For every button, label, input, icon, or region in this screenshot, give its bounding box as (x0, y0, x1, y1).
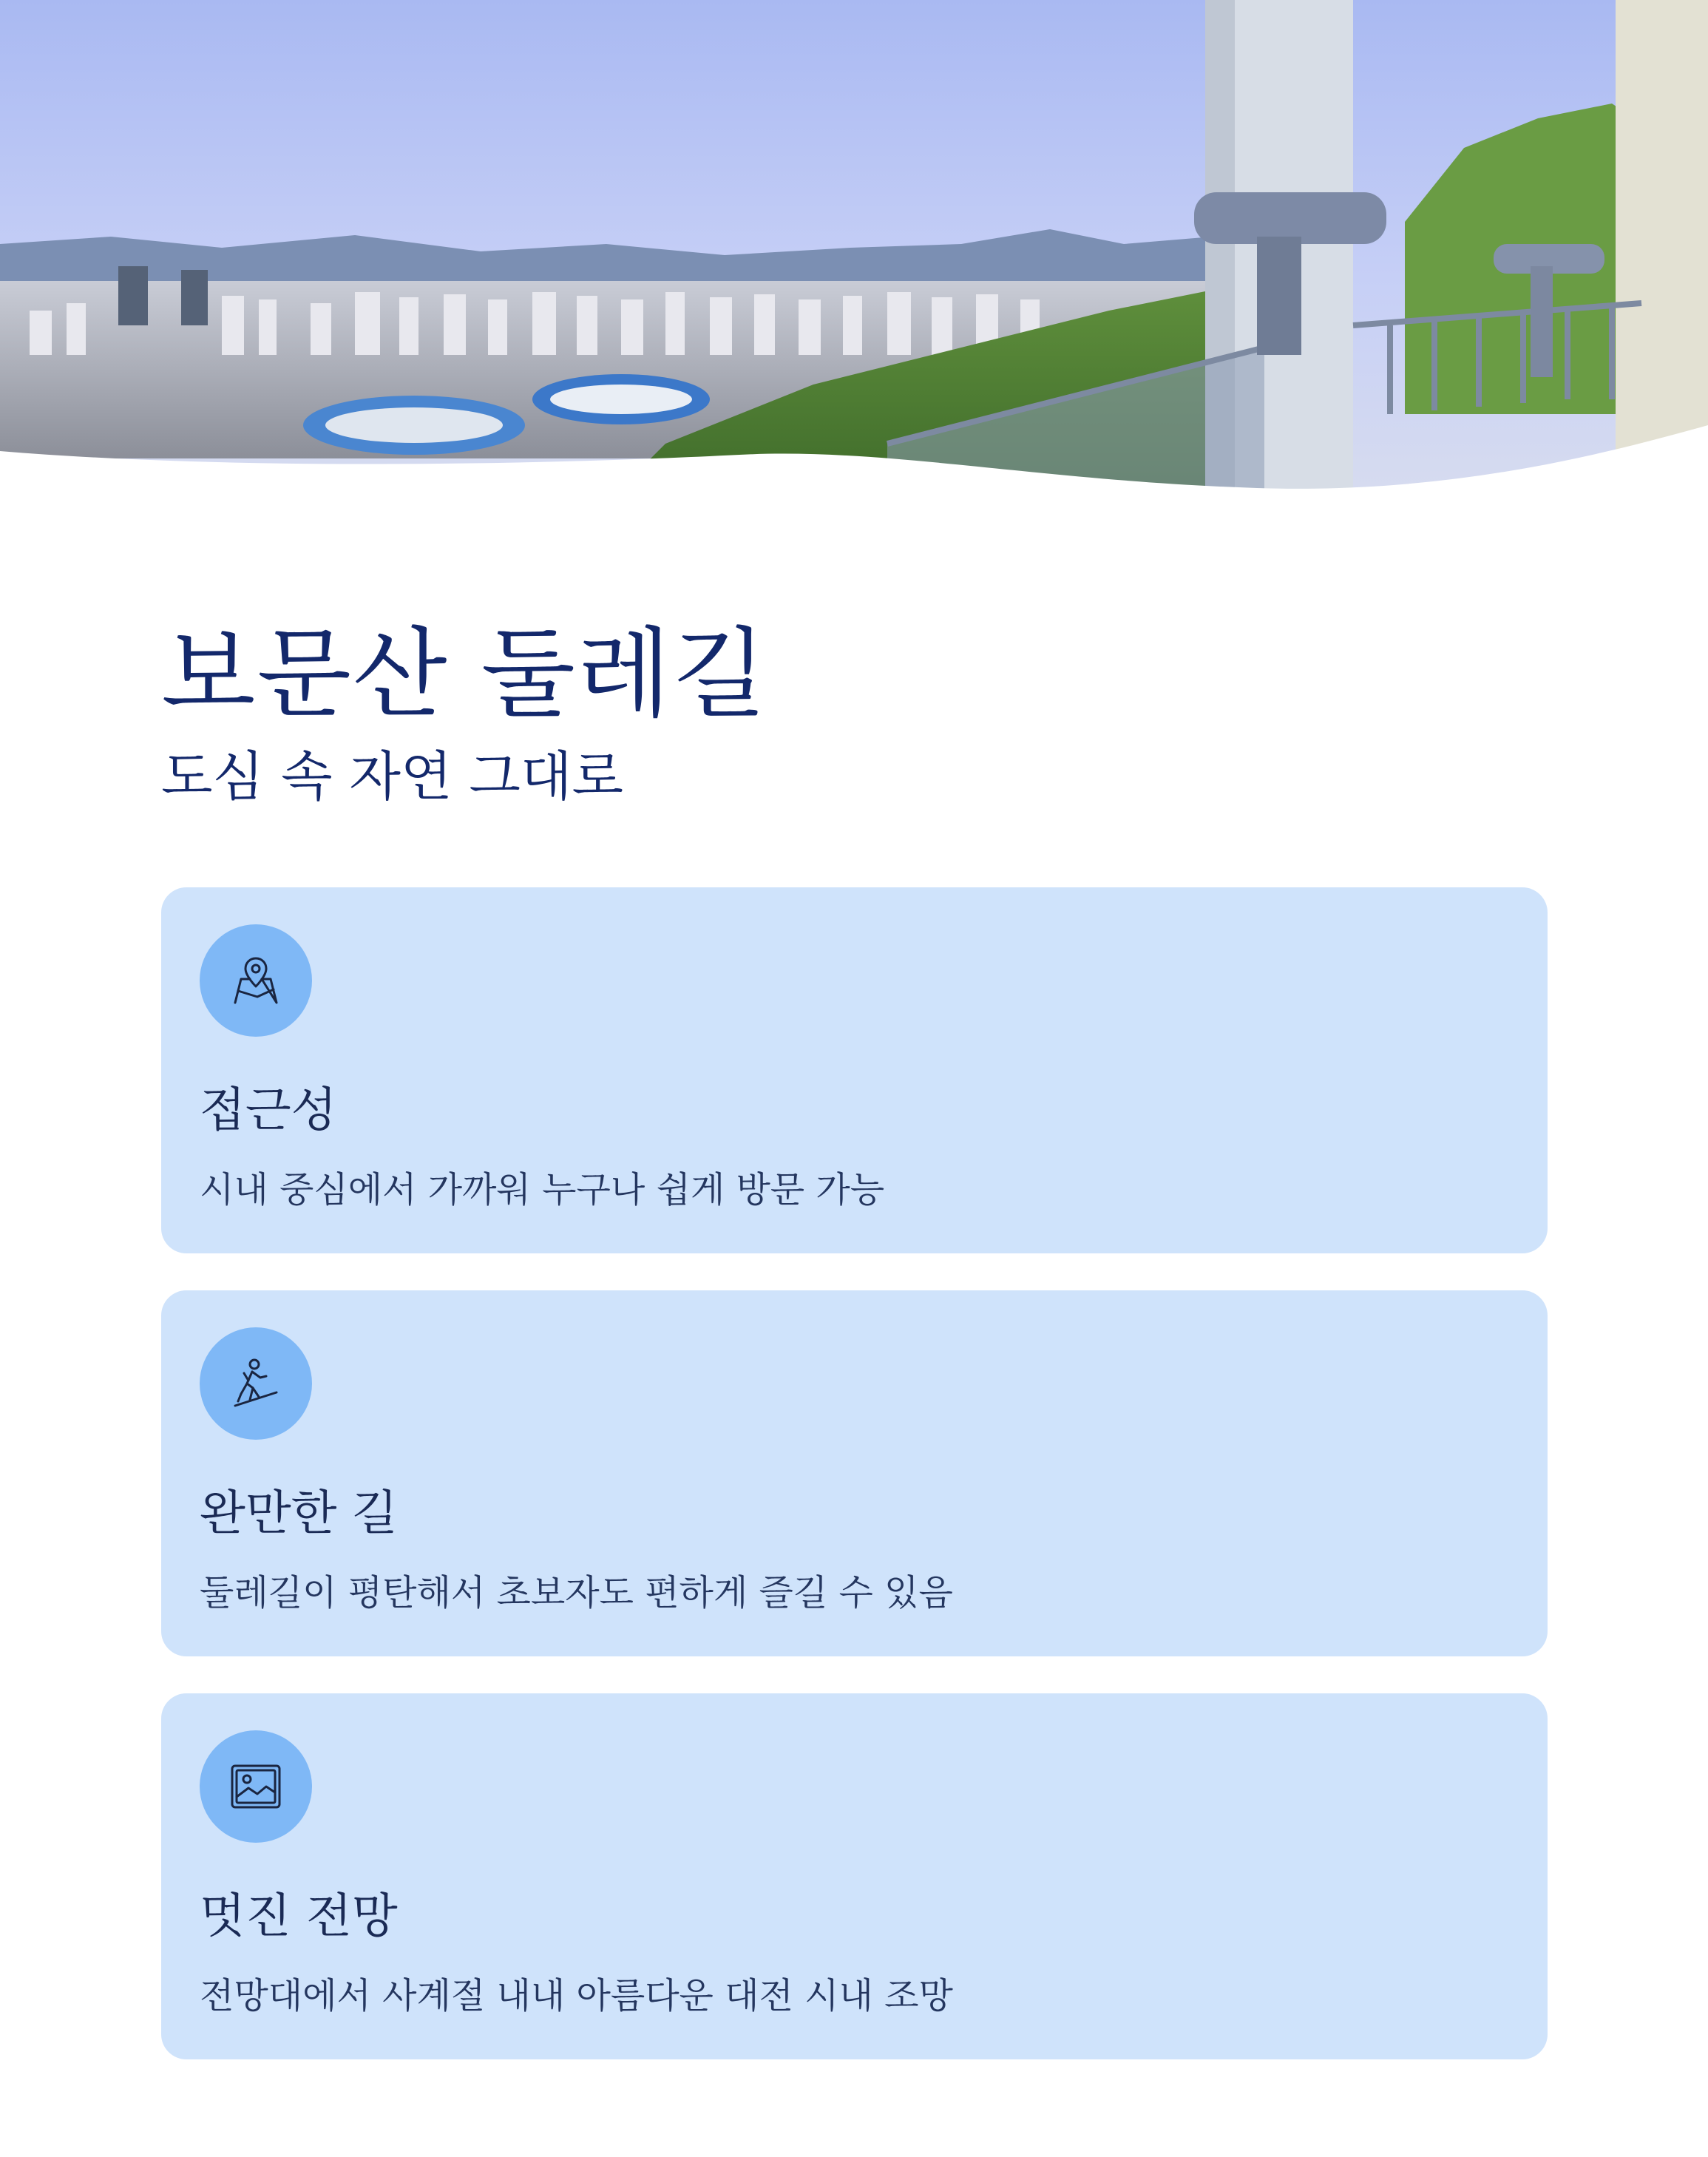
hiker-icon (200, 1327, 312, 1440)
feature-description: 시내 중심에서 가까워 누구나 쉽게 방문 가능 (200, 1169, 885, 1210)
feature-card-view (161, 1693, 1548, 2059)
main-content (161, 617, 1548, 2017)
feature-description: 둘레길이 평탄해서 초보자도 편하게 즐길 수 있음 (200, 1572, 953, 1613)
feature-title: 완만한 길 (200, 1486, 398, 1541)
feature-card-accessibility (161, 887, 1548, 1253)
hero-image (0, 0, 1708, 503)
landscape-image-icon (200, 1730, 312, 1843)
page-title: 보문산 둘레길 (161, 617, 769, 731)
feature-list (161, 887, 1548, 2096)
map-pin-icon (200, 924, 312, 1037)
feature-description: 전망대에서 사계절 내내 아름다운 대전 시내 조망 (200, 1975, 953, 2017)
feature-title: 접근성 (200, 1083, 337, 1138)
feature-card-gentle-path (161, 1290, 1548, 1656)
page-subtitle: 도심 속 자연 그대로 (161, 745, 624, 808)
feature-title: 멋진 전망 (200, 1889, 398, 1944)
